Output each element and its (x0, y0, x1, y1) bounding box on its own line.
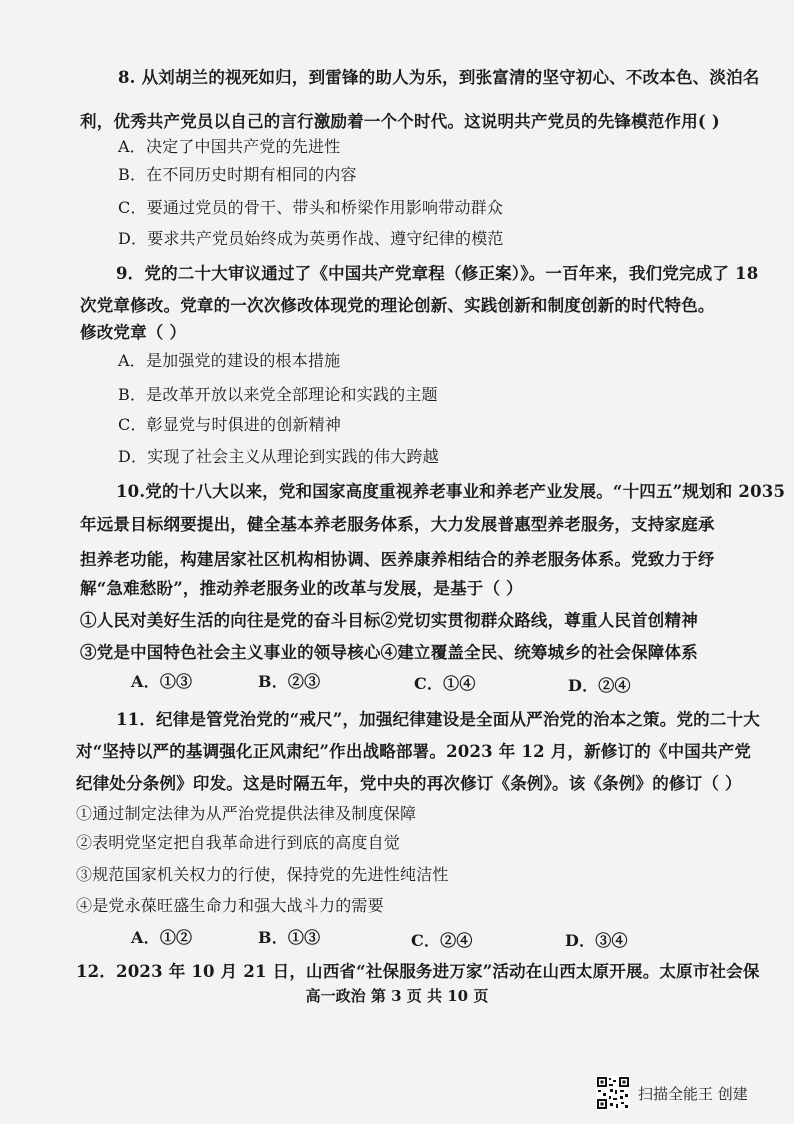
q10-stem-line4: 解“急难愁盼”，推动养老服务业的改革与发展，是基于（ ） (80, 579, 523, 598)
q9-stem-line2: 次党章修改。党章的一次次修改体现党的理论创新、实践创新和制度创新的时代特色。 (80, 296, 715, 315)
q10-statements-1-2: ①人民对美好生活的向往是党的奋斗目标②党切实贯彻群众路线，尊重人民首创精神 (80, 611, 698, 630)
q11-statement-3: ③规范国家机关权力的行使，保持党的先进性纯洁性 (76, 865, 449, 884)
q8-option-d: D．要求共产党员始终成为英勇作战、遵守纪律的模范 (118, 229, 504, 248)
qr-code-icon (596, 1076, 630, 1110)
q9-option-b: B．是改革开放以来党全部理论和实践的主题 (118, 385, 438, 404)
q8-option-a: A．决定了中国共产党的先进性 (118, 137, 341, 156)
q11-option-b: B．①③ (258, 928, 321, 947)
q11-statement-2: ②表明党坚定把自我革命进行到底的高度自觉 (76, 833, 401, 852)
q10-stem-line2: 年远景目标纲要提出，健全基本养老服务体系，大力发展普惠型养老服务，支持家庭承 (80, 515, 715, 534)
watermark-text: 扫描全能王 创建 (638, 1084, 748, 1103)
q11-stem-line1: 11．纪律是管党治党的“戒尺”，加强纪律建设是全面从严治党的治本之策。党的二十大 (116, 710, 760, 729)
scanner-watermark (596, 1076, 748, 1110)
q11-option-c: C．②④ (411, 931, 473, 950)
q9-option-c: C．彰显党与时俱进的创新精神 (118, 415, 342, 434)
q10-option-b: B．②③ (258, 672, 321, 691)
q11-statement-1: ①通过制定法律为从严治党提供法律及制度保障 (76, 804, 417, 823)
q11-option-d: D．③④ (565, 931, 628, 950)
q11-option-a: A．①② (131, 928, 193, 947)
q10-statements-3-4: ③党是中国特色社会主义事业的领导核心④建立覆盖全民、统筹城乡的社会保障体系 (80, 643, 698, 662)
q9-stem-line3: 修改党章（ ） (80, 323, 187, 342)
q8-option-b: B．在不同历史时期有相同的内容 (118, 165, 357, 184)
q8-stem-line1: 8. 从刘胡兰的视死如归，到雷锋的助人为乐，到张富清的坚守初心、不改本色、淡泊名 (118, 68, 760, 87)
page-footer: 高一政治 第 3 页 共 10 页 (305, 987, 489, 1005)
q9-option-a: A．是加强党的建设的根本措施 (118, 351, 341, 370)
q11-stem-line3: 纪律处分条例》印发。这是时隔五年，党中央的再次修订《条例》。该《条例》的修订（ ） (76, 774, 742, 793)
q10-option-c: C．①④ (414, 674, 476, 693)
q8-option-c: C．要通过党员的骨干、带头和桥梁作用影响带动群众 (118, 198, 504, 217)
q11-stem-line2: 对“坚持以严的基调强化正风肃纪”作出战略部署。2023 年 12 月，新修订的《中国共产党 (76, 742, 752, 761)
q9-option-d: D．实现了社会主义从理论到实践的伟大跨越 (118, 447, 439, 466)
q11-statement-4: ④是党永葆旺盛生命力和强大战斗力的需要 (76, 896, 384, 915)
q12-stem-line1: 12．2023 年 10 月 21 日，山西省“社保服务进万家”活动在山西太原开展。太原市社会保 (76, 962, 760, 981)
q10-stem-line3: 担养老功能，构建居家社区机构相协调、医养康养相结合的养老服务体系。党致力于纾 (80, 550, 715, 569)
q8-stem-line2: 利，优秀共产党员以自己的言行激励着一个个时代。这说明共产党员的先锋模范作用( ) (80, 112, 720, 131)
q10-stem-line1: 10.党的十八大以来，党和国家高度重视养老事业和养老产业发展。“十四五”规划和 2035 (116, 482, 786, 501)
q9-stem-line1: 9．党的二十大审议通过了《中国共产党章程（修正案）》。一百年来，我们党完成了 18 (116, 264, 759, 283)
q10-option-d: D．②④ (568, 676, 631, 695)
q10-option-a: A．①③ (131, 672, 193, 691)
